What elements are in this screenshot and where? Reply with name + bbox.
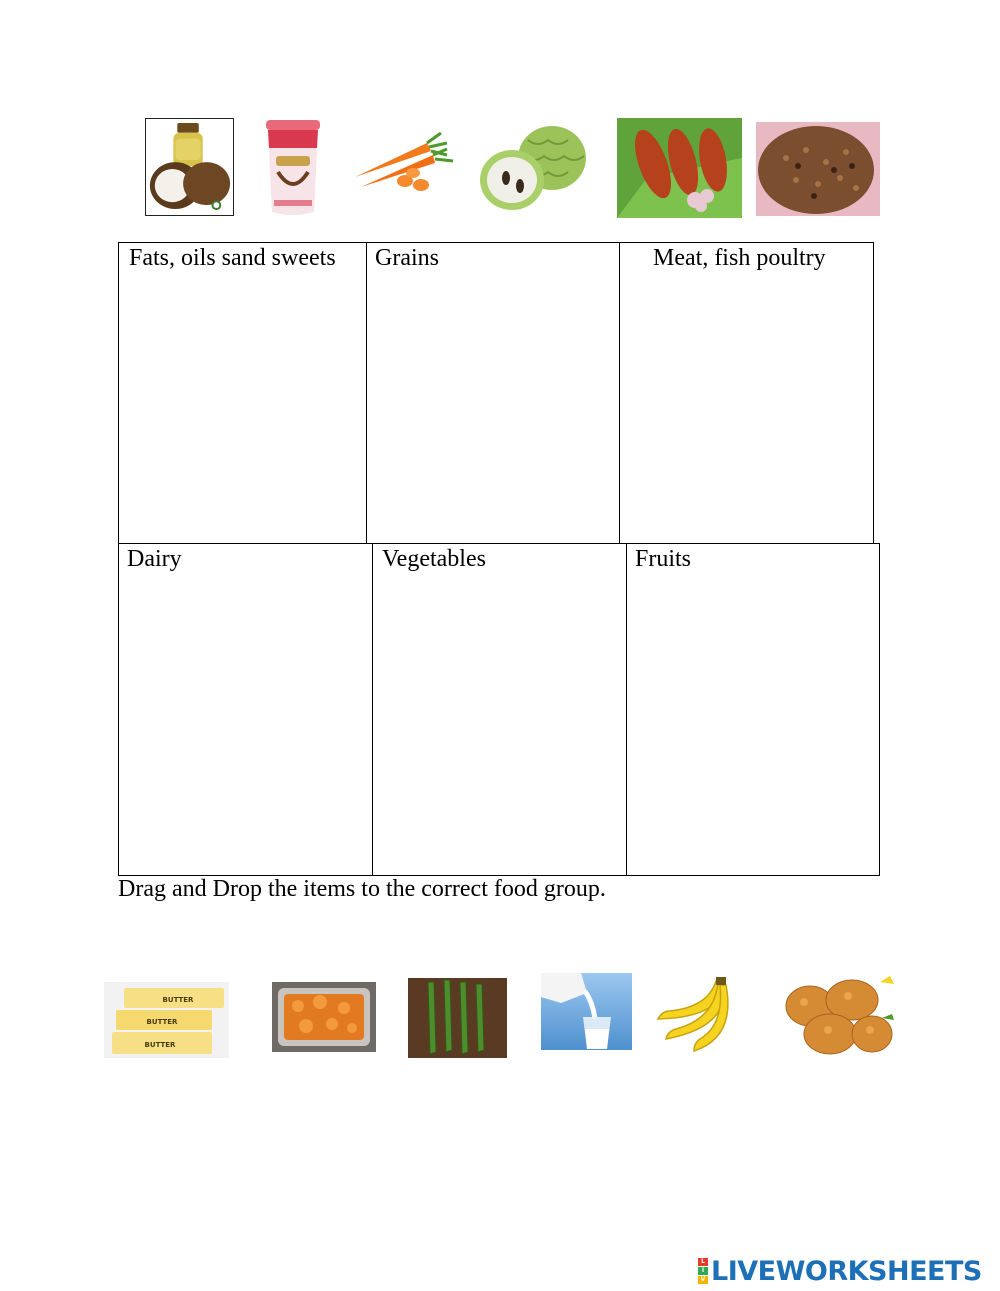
drop-zone-meat-fish-poultry[interactable] xyxy=(619,243,873,543)
fried-fish-icon xyxy=(617,118,742,218)
category-label: Fats, oils sand sweets xyxy=(129,245,336,271)
logo-blocks-icon: L I V xyxy=(698,1258,708,1284)
bananas-item[interactable] xyxy=(652,977,740,1054)
rice-and-peas-icon xyxy=(756,122,880,216)
drop-zone-vegetables[interactable] xyxy=(372,544,626,875)
category-label: Vegetables xyxy=(382,546,486,572)
liveworksheets-logo xyxy=(698,1256,982,1286)
drop-zone-grains[interactable] xyxy=(366,243,619,543)
milk-item[interactable] xyxy=(541,973,632,1050)
macaroni-pie-item[interactable] xyxy=(272,982,376,1052)
food-group-grid-top xyxy=(118,242,874,544)
bananas-icon xyxy=(652,977,740,1054)
carrots-item[interactable] xyxy=(349,125,459,195)
brand-name: LIVEWORKSHEETS xyxy=(711,1255,982,1287)
category-label: Meat, fish poultry xyxy=(653,245,826,271)
fried-fish-item[interactable] xyxy=(617,118,742,218)
macaroni-pie-icon xyxy=(272,982,376,1052)
drop-zone-fats-oils-sweets[interactable] xyxy=(119,243,366,543)
butter-label: BUTTER xyxy=(162,996,194,1004)
category-label: Fruits xyxy=(635,546,692,572)
yogurt-icon xyxy=(262,116,324,218)
category-label: Grains xyxy=(375,245,439,271)
carrots-icon xyxy=(349,125,459,195)
sugar-apple-icon xyxy=(476,120,590,216)
butter-label: BUTTER xyxy=(144,1041,176,1049)
okra-icon xyxy=(408,978,507,1058)
coconut-oil-icon xyxy=(146,119,233,215)
drop-zone-fruits[interactable] xyxy=(626,544,879,875)
butter-item[interactable] xyxy=(104,982,229,1058)
category-label: Dairy xyxy=(127,546,182,572)
yogurt-item[interactable] xyxy=(262,116,324,218)
milk-icon xyxy=(541,973,632,1050)
coconut-oil-item[interactable] xyxy=(145,118,234,216)
rice-and-peas-item[interactable] xyxy=(756,122,880,216)
fried-chicken-icon xyxy=(780,972,897,1061)
sugar-apple-item[interactable] xyxy=(476,120,590,216)
okra-item[interactable] xyxy=(408,978,507,1058)
butter-label: BUTTER xyxy=(146,1018,178,1026)
food-group-grid-bottom xyxy=(118,543,880,876)
butter-icon xyxy=(104,982,229,1058)
drop-zone-dairy[interactable] xyxy=(119,544,372,875)
fried-chicken-item[interactable] xyxy=(780,972,897,1061)
instruction-text: Drag and Drop the items to the correct food group. xyxy=(118,876,606,902)
